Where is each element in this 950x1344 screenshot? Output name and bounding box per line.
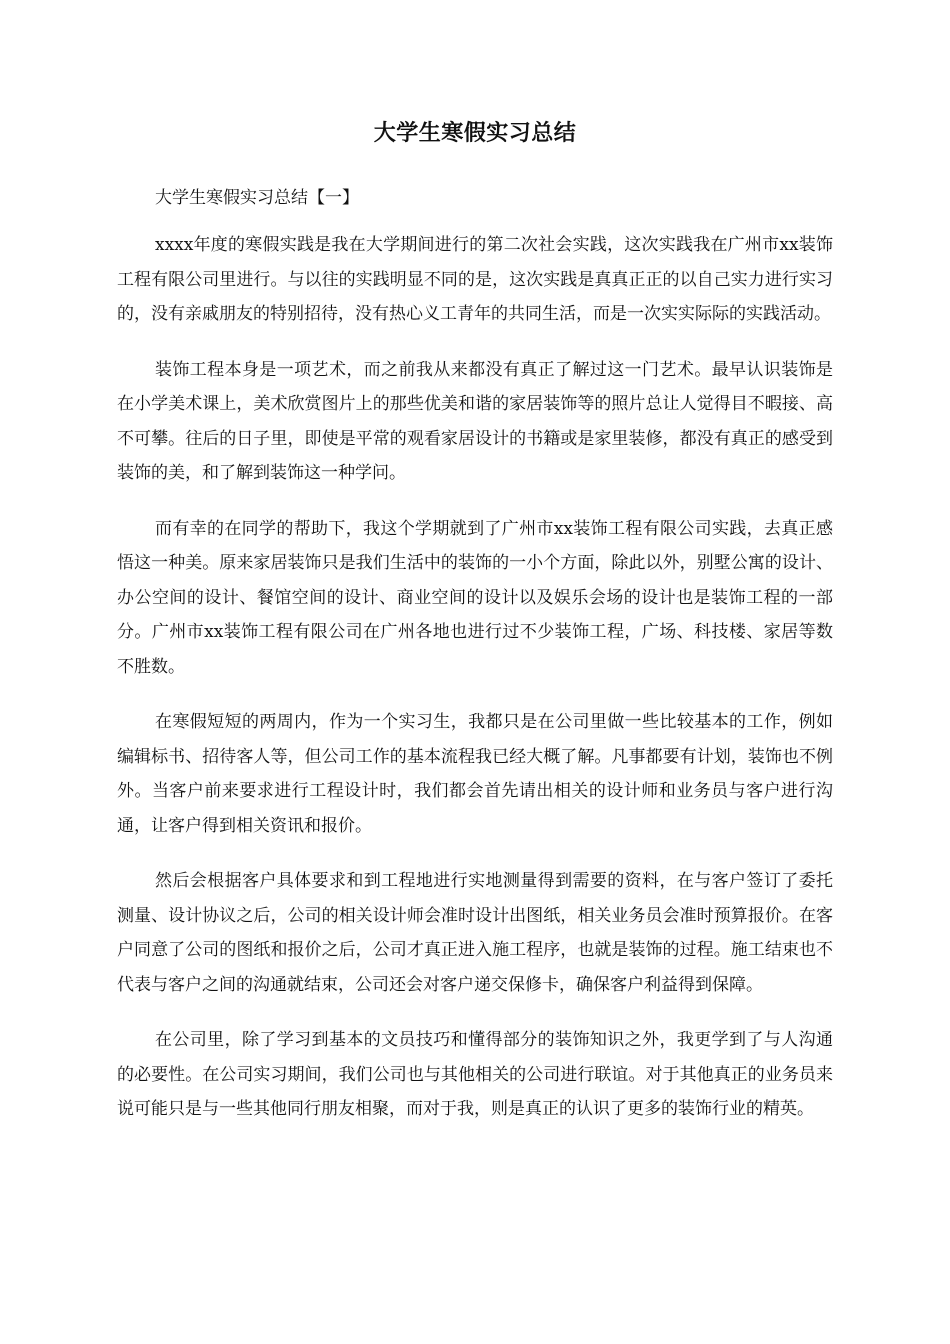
document-body	[117, 228, 833, 1148]
paragraph-6: 在公司里，除了学习到基本的文员技巧和懂得部分的装饰知识之外，我更学到了与人沟通的必要性。在公司实习期间，我们公司也与其他相关的公司进行联谊。对于其他真正的业务员来说可能只是与一些其他同行朋友相聚，而对于我，则是真正的认识了更多的装饰行业的精英。	[117, 1030, 833, 1119]
paragraph-4: 在寒假短短的两周内，作为一个实习生，我都只是在公司里做一些比较基本的工作，例如编辑标书、招待客人等，但公司工作的基本流程我已经大概了解。凡事都要有计划，装饰也不例外。当客户前来要求进行工程设计时，我们都会首先请出相关的设计师和业务员与客户进行沟通，让客户得到相关资讯和报价。	[117, 712, 833, 836]
section-heading: 大学生寒假实习总结【一】	[155, 188, 359, 208]
paragraph-1: xxxx年度的寒假实践是我在大学期间进行的第二次社会实践，这次实践我在广州市xx装饰工程有限公司里进行。与以往的实践明显不同的是，这次实践是真真正正的以自己实力进行实习的，没有亲戚朋友的特别招待，没有热心义工青年的共同生活，而是一次实实际际的实践活动。	[117, 235, 833, 324]
paragraph-3: 而有幸的在同学的帮助下，我这个学期就到了广州市xx装饰工程有限公司实践，去真正感悟这一种美。原来家居装饰只是我们生活中的装饰的一小个方面，除此以外，别墅公寓的设计、办公空间的设计、餐馆空间的设计、商业空间的设计以及娱乐会场的设计也是装饰工程的一部分。广州市xx装饰工程有限公司在广州各地也进行过不少装饰工程，广场、科技楼、家居等数不胜数。	[117, 518, 833, 677]
paragraph-5: 然后会根据客户具体要求和到工程地进行实地测量得到需要的资料，在与客户签订了委托测量、设计协议之后，公司的相关设计师会准时设计出图纸，相关业务员会准时预算报价。在客户同意了公司的图纸和报价之后，公司才真正进入施工程序，也就是装饰的过程。施工结束也不代表与客户之间的沟通就结束，公司还会对客户递交保修卡，确保客户利益得到保障。	[117, 871, 833, 995]
document-title: 大学生寒假实习总结	[373, 120, 577, 146]
paragraph-2: 装饰工程本身是一项艺术，而之前我从来都没有真正了解过这一门艺术。最早认识装饰是在小学美术课上，美术欣赏图片上的那些优美和谐的家居装饰等的照片总让人觉得目不暇接、高不可攀。往后的日子里，即使是平常的观看家居设计的书籍或是家里装修，都没有真正的感受到装饰的美，和了解到装饰这一种学问。	[117, 359, 833, 483]
